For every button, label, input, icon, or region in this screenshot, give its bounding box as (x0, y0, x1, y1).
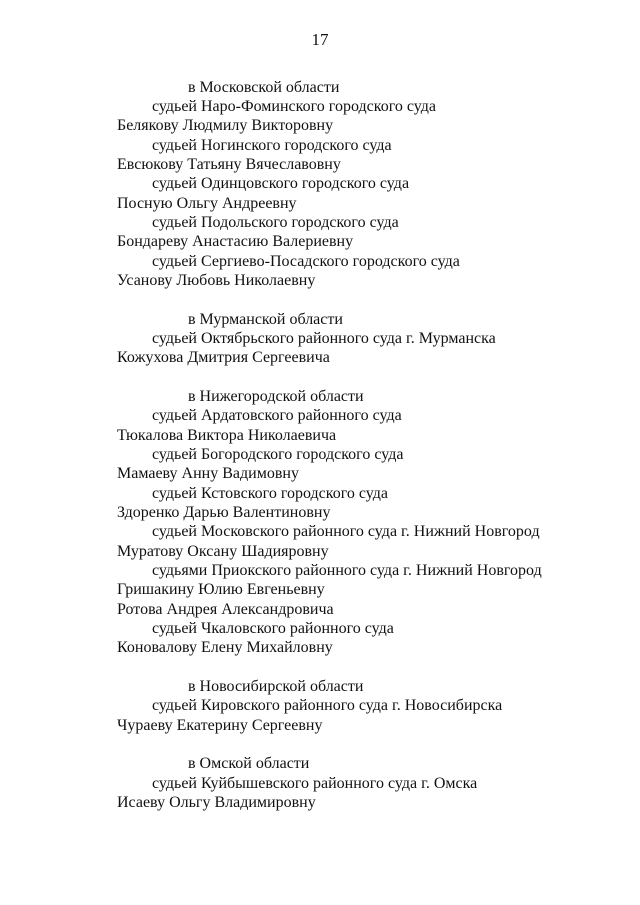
judge-name: Бондареву Анастасию Валериевну (117, 233, 354, 250)
region-heading: в Московской области (188, 79, 340, 96)
judge-name: Кожухова Дмитрия Сергеевича (117, 349, 330, 366)
judge-name: Усанову Любовь Николаевну (117, 272, 316, 289)
court-line: судьей Ногинского городского суда (152, 137, 392, 154)
judge-name: Чураеву Екатерину Сергеевну (117, 717, 323, 734)
court-line: судьей Наро-Фоминского городского суда (152, 98, 436, 115)
judge-name: Евсюкову Татьяну Вячеславовну (117, 156, 341, 173)
court-line: судьей Сергиево-Посадского городского суда (152, 253, 460, 270)
judge-name: Здоренко Дарью Валентиновну (117, 504, 331, 521)
court-line: судьей Ардатовского районного суда (152, 407, 402, 424)
court-line: судьей Чкаловского районного суда (152, 620, 394, 637)
judge-name: Коновалову Елену Михайловну (117, 639, 333, 656)
court-line: судьей Кировского районного суда г. Новосибирска (152, 697, 503, 714)
judge-name: Гришакину Юлию Евгеньевну (117, 581, 325, 598)
court-line: судьей Куйбышевского районного суда г. Омска (152, 775, 478, 792)
judge-name: Муратову Оксану Шадияровну (117, 543, 329, 560)
page-number: 17 (311, 30, 329, 49)
region-heading: в Новосибирской области (188, 678, 364, 695)
court-line: судьей Московского районного суда г. Нижний Новгород (152, 523, 540, 540)
region-heading: в Мурманской области (188, 311, 343, 328)
court-line: судьями Приокского районного суда г. Нижний Новгород (152, 562, 542, 579)
judge-name: Посную Ольгу Андреевну (117, 195, 297, 212)
judge-name: Исаеву Ольгу Владимировну (117, 794, 316, 811)
region-heading: в Омской области (188, 755, 310, 772)
court-line: судьей Богородского городского суда (152, 446, 404, 463)
court-line: судьей Кстовского городского суда (152, 485, 389, 502)
court-line: судьей Октябрьского районного суда г. Мурманска (152, 330, 496, 347)
region-heading: в Нижегородской области (188, 388, 364, 405)
judge-name: Тюкалова Виктора Николаевича (117, 427, 337, 444)
judge-name: Мамаеву Анну Вадимовну (117, 465, 299, 482)
judge-name: Белякову Людмилу Викторовну (117, 117, 334, 134)
judge-name: Ротова Андрея Александровича (117, 601, 334, 618)
court-line: судьей Подольского городского суда (152, 214, 399, 231)
court-line: судьей Одинцовского городского суда (152, 175, 410, 192)
